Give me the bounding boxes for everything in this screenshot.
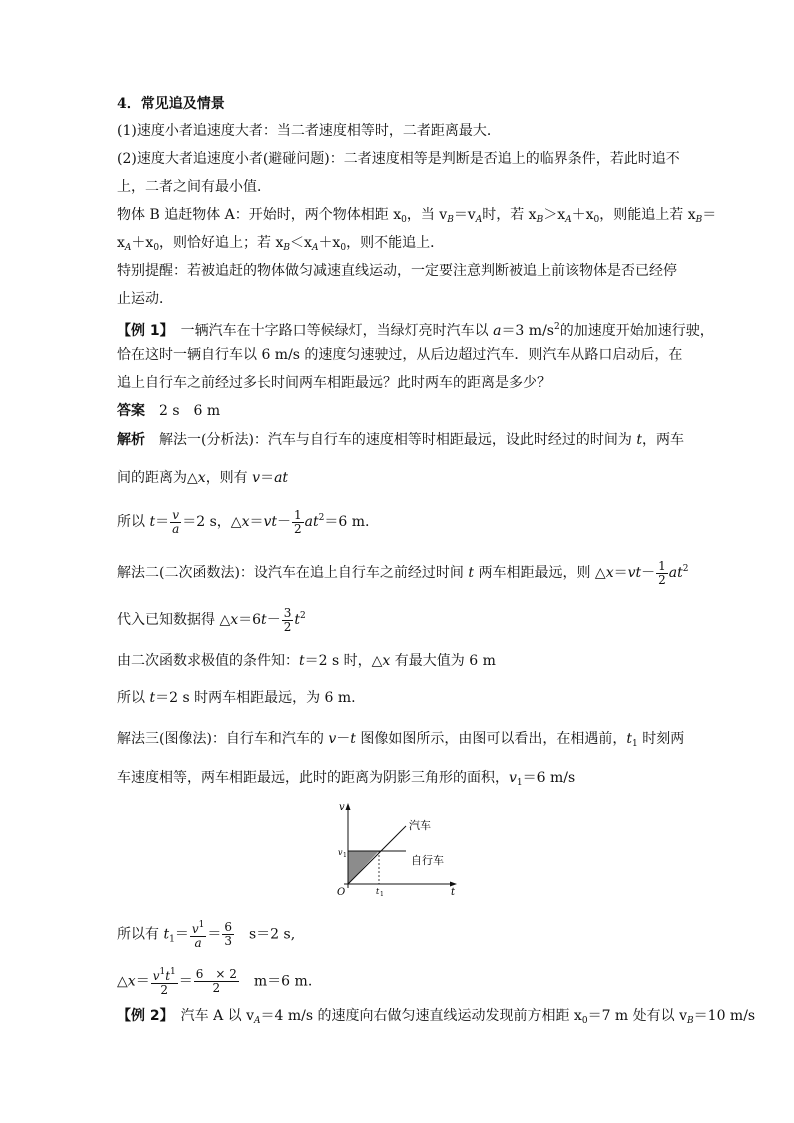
example-2-line-1: 【例 2】 汽车 A 以 $v_A=4$ m/s 的速度向右做匀速直线运动发现前方相距 $x_0=7$ m 处有以 $v_B=10$ m/s	[117, 1008, 756, 1026]
point-2-line-2: 上，二者之间有最小值．	[117, 179, 271, 195]
method-1-line-1: 解析 解法一(分析法)：汽车与自行车的速度相等时相距最远，设此时经过的时间为 t，两车	[117, 432, 685, 448]
tip-line-1: 特别提醒：若被追赶的物体做匀减速直线运动，一定要注意判断被追上前该物体是否已经停	[117, 263, 677, 279]
car-label: 汽车	[409, 819, 431, 832]
vt-graph	[330, 800, 465, 898]
t1-subscript: 1	[380, 891, 384, 898]
t-axis-arrow	[450, 882, 457, 887]
method-2-line-2: 代入已知数据得 △x＝6t－ $\frac{3}{2}$ $t^2$	[117, 605, 306, 634]
chase-condition-line-2: $x_A+x_0$，则恰好追上；若 $x_B<x_A+x_0$，则不能追上．	[117, 235, 445, 253]
example-1-question-line-2: 恰在这时一辆自行车以 6 m/s 的速度匀速驶过，从后边超过汽车．则汽车从路口启动后，在	[117, 347, 683, 363]
answer-label: 答案	[117, 403, 145, 419]
tip-line-2: 止运动．	[117, 291, 173, 307]
method-2-line-3: 由二次函数求极值的条件知：t＝2 s 时，△x 有最大值为 6 m	[117, 653, 496, 669]
bicycle-label: 自行车	[411, 854, 444, 867]
method-3-line-1: 解法三(图像法)：自行车和汽车的 v－t 图像如图所示，由图可以看出，在相遇前，$t_1$ 时刻两	[117, 731, 685, 749]
t1-label: t	[376, 887, 380, 896]
section-heading: 4．常见追及情景	[117, 96, 225, 112]
v1-label: v	[338, 848, 343, 857]
analysis-label: 解析	[117, 432, 145, 448]
method-1-line-2: 间的距离为△x，则有 v＝at	[117, 470, 289, 486]
v1-subscript: 1	[343, 852, 347, 859]
result-t1-line: 所以有 $t_1=$ $\frac{v^1}{a}$ ＝ $\frac{6}{3}$ s＝2 s,	[117, 920, 296, 950]
method-2-line-4: 所以 t＝2 s 时两车相距最远，为 6 m.	[117, 690, 356, 706]
result-distance-line: △x＝ $\frac{v^1t^1}{2}$ ＝ $\frac{6 \times 2}{2}$ m＝6 m.	[117, 967, 313, 997]
example-1-tag: 【例 1】	[117, 323, 167, 339]
answer-row	[117, 401, 220, 421]
example-1-question-line-3: 追上自行车之前经过多长时间两车相距最远？此时两车的距离是多少？	[117, 375, 551, 391]
example-1-question-line-1: 【例 1】 一辆汽车在十字路口等候绿灯，当绿灯亮时汽车以 a＝3 $m/s^2$的加速度开始加速行驶，	[117, 322, 714, 339]
point-2-line-1: (2)速度大者追速度小者(避碰问题)：二者速度相等是判断是否追上的临界条件，若此时追不	[117, 151, 680, 167]
t-axis-label: t	[451, 887, 456, 898]
answer-value: 2 s 6 m	[159, 403, 221, 419]
example-2-tag: 【例 2】	[117, 1008, 167, 1024]
v-axis-arrow	[346, 803, 351, 810]
chase-condition-line-1: 物体 B 追赶物体 A：开始时，两个物体相距 $x_0$，当 $v_B=v_A$时，若 $x_B>x_A+x_0$，则能追上若 $x_B=$	[117, 207, 717, 225]
point-1: (1)速度小者追速度大者：当二者速度相等时，二者距离最大．	[117, 123, 501, 139]
method-2-line-1: 解法二(二次函数法)：设汽车在追上自行车之前经过时间 t 两车相距最远，则 △x＝vt－ $\frac{1}{2}$ $at^2$	[117, 558, 689, 587]
origin-label: O	[337, 887, 346, 898]
method-1-line-3: 所以 t＝ $\frac{v}{a}$ ＝2 s，△x＝vt－ $\frac{1}{2}$ $at^2=6$ m.	[117, 507, 370, 536]
method-3-line-2: 车速度相等，两车相距最远，此时的距离为阴影三角形的面积，$v_1=6$ m/s	[117, 770, 576, 788]
v-axis-label: v	[339, 802, 345, 813]
